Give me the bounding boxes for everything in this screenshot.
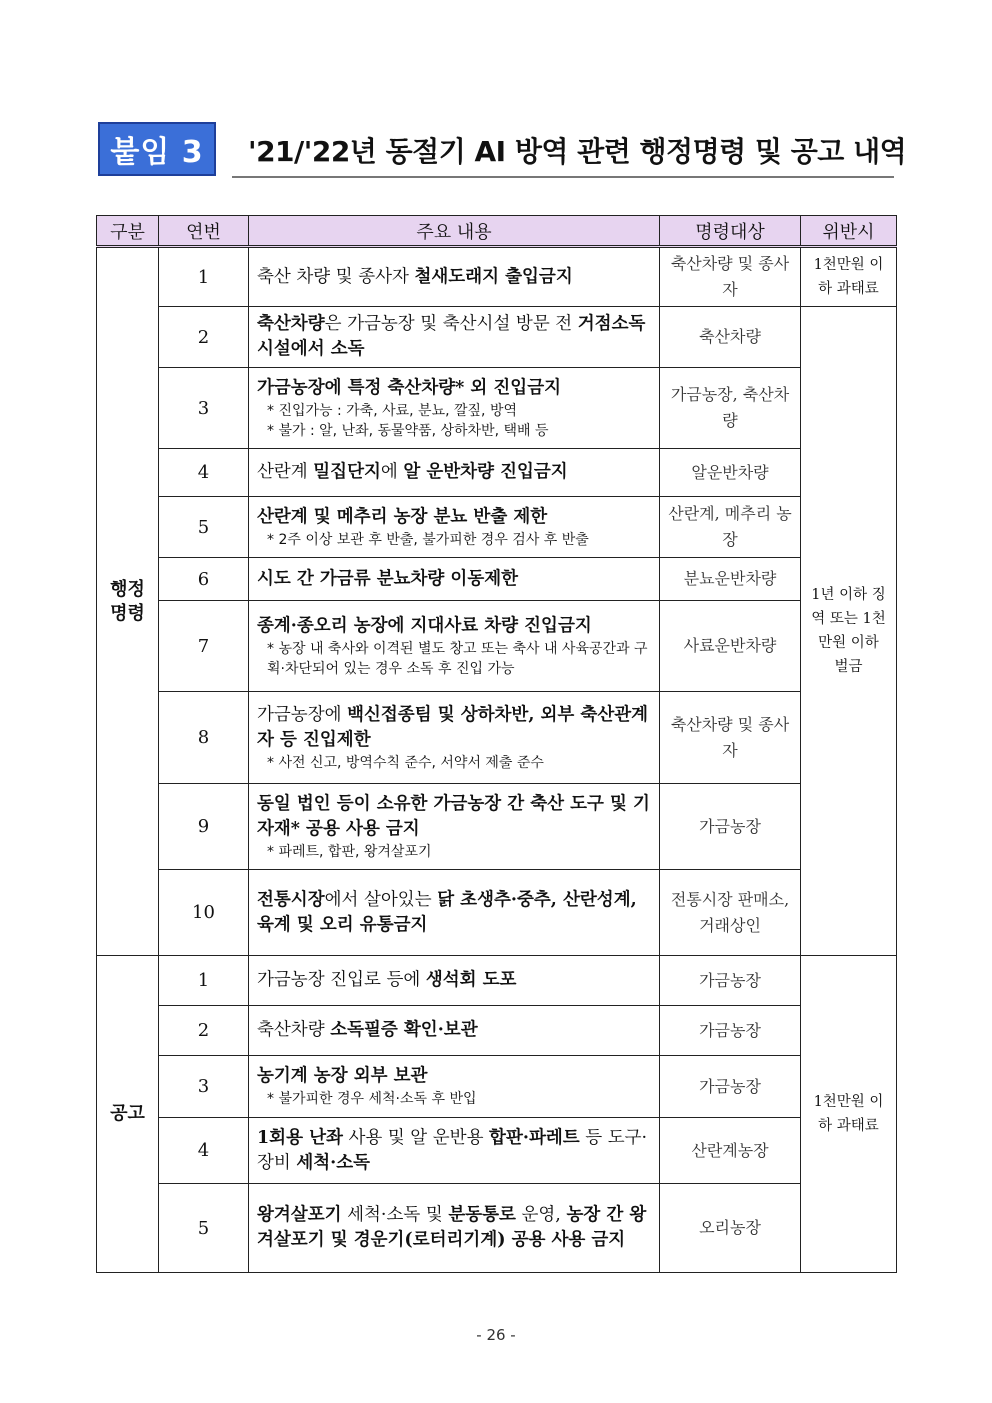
col-header-penalty: 위반시 [801,216,897,247]
row-target: 축산차량 및 종사자 [660,692,801,784]
row-target: 가금농장 [660,956,801,1006]
page-header [98,122,907,180]
row-content: 가금농장에 특정 축산차량* 외 진입금지 * 진입가능 : 가축, 사료, 분뇨, 깔짚, 방역 * 불가 : 알, 난좌, 동물약품, 상하차반, 택배 등 [249,368,660,449]
col-header-category: 구분 [97,216,159,247]
row-target: 가금농장 [660,784,801,870]
row-target: 가금농장, 축산차량 [660,368,801,449]
table-row [97,1006,897,1056]
col-header-target: 명령대상 [660,216,801,247]
table-row [97,558,897,601]
table-row [97,307,897,368]
row-note: * 불가피한 경우 세척·소독 후 반입 [267,1091,477,1107]
row-target: 오리농장 [660,1184,801,1273]
row-number: 8 [159,692,249,784]
row-number: 3 [159,368,249,449]
row-number: 4 [159,449,249,497]
row-number: 3 [159,1056,249,1118]
row-target: 가금농장 [660,1006,801,1056]
row-target: 축산차량 [660,307,801,368]
table-row [97,784,897,870]
row-content: 축산 차량 및 종사자 철새도래지 출입금지 [249,247,660,307]
row-number: 10 [159,870,249,956]
row-content: 동일 법인 등이 소유한 가금농장 간 축산 도구 및 기자재* 공용 사용 금지 * 파레트, 합판, 왕겨살포기 [249,784,660,870]
table-row [97,692,897,784]
table-header-row [97,216,897,247]
row-note: * 농장 내 축사와 이격된 별도 창고 또는 축사 내 사육공간과 구획·차단되어 있는 경우 소독 후 진입 가능 [267,640,648,677]
row-number: 1 [159,956,249,1006]
table-row [97,368,897,449]
penalty-fine: 1천만원 이하 과태료 [801,247,897,307]
row-target: 산란계, 메추리 농장 [660,497,801,558]
row-content: 가금농장에 백신접종팀 및 상하차반, 외부 축산관계자 등 진입제한 * 사전 신고, 방역수칙 준수, 서약서 제출 준수 [249,692,660,784]
row-target: 전통시장 판매소, 거래상인 [660,870,801,956]
row-content: 왕겨살포기 세척·소독 및 분동통로 운영, 농장 간 왕겨살포기 및 경운기(로터리기계) 공용 사용 금지 [249,1184,660,1273]
row-number: 2 [159,1006,249,1056]
row-content: 농기계 농장 외부 보관 * 불가피한 경우 세척·소독 후 반입 [249,1056,660,1118]
table-row [97,870,897,956]
row-number: 9 [159,784,249,870]
row-number: 4 [159,1118,249,1184]
row-number: 6 [159,558,249,601]
table-row [97,247,897,307]
row-number: 5 [159,1184,249,1273]
row-note: * 불가 : 알, 난좌, 동물약품, 상하차반, 택배 등 [267,422,549,439]
row-content: 산란계 및 메추리 농장 분뇨 반출 제한 * 2주 이상 보관 후 반출, 불가피한 경우 검사 후 반출 [249,497,660,558]
row-target: 분뇨운반차량 [660,558,801,601]
row-number: 1 [159,247,249,307]
col-header-content: 주요 내용 [249,216,660,247]
row-target: 산란계농장 [660,1118,801,1184]
penalty-fine-notice: 1천만원 이하 과태료 [801,956,897,1273]
row-target: 알운반차량 [660,449,801,497]
row-note: * 사전 신고, 방역수칙 준수, 서약서 제출 준수 [267,754,544,771]
row-note: * 2주 이상 보관 후 반출, 불가피한 경우 검사 후 반출 [267,531,589,548]
row-note: * 파레트, 합판, 왕겨살포기 [267,843,432,860]
group-admin-order: 행정 명령 [97,247,159,956]
row-content: 산란계 밀집단지에 알 운반차량 진입금지 [249,449,660,497]
row-note: * 진입가능 : 가축, 사료, 분뇨, 깔짚, 방역 [267,402,518,419]
page-title: '21/'22년 동절기 AI 방역 관련 행정명령 및 공고 내역 [248,135,907,168]
row-target: 가금농장 [660,1056,801,1118]
attachment-badge: 붙임 3 [98,122,216,176]
title-underline [232,176,894,178]
page-number: - 26 - [476,1326,516,1344]
row-content: 축산차량은 가금농장 및 축산시설 방문 전 거점소독시설에서 소독 [249,307,660,368]
table-row [97,449,897,497]
col-header-number: 연번 [159,216,249,247]
group-notice: 공고 [97,956,159,1273]
orders-table [96,215,897,1273]
row-content: 종계·종오리 농장에 지대사료 차량 진입금지 * 농장 내 축사와 이격된 별도 창고 또는 축사 내 사육공간과 구획·차단되어 있는 경우 소독 후 진입 가능 [249,601,660,692]
penalty-prison-or-fine: 1년 이하 징역 또는 1천만원 이하 벌금 [801,307,897,956]
row-content: 1회용 난좌 사용 및 알 운반용 합판·파레트 등 도구·장비 세척·소독 [249,1118,660,1184]
table-row [97,1118,897,1184]
row-content: 가금농장 진입로 등에 생석회 도포 [249,956,660,1006]
table-row [97,497,897,558]
table-row [97,1184,897,1273]
table-row [97,1056,897,1118]
row-number: 5 [159,497,249,558]
table-row [97,956,897,1006]
row-number: 2 [159,307,249,368]
row-content: 축산차량 소독필증 확인·보관 [249,1006,660,1056]
row-target: 사료운반차량 [660,601,801,692]
row-content: 시도 간 가금류 분뇨차량 이동제한 [249,558,660,601]
row-content: 전통시장에서 살아있는 닭 초생추·중추, 산란성계, 육계 및 오리 유통금지 [249,870,660,956]
row-target: 축산차량 및 종사자 [660,247,801,307]
table-row [97,601,897,692]
row-number: 7 [159,601,249,692]
